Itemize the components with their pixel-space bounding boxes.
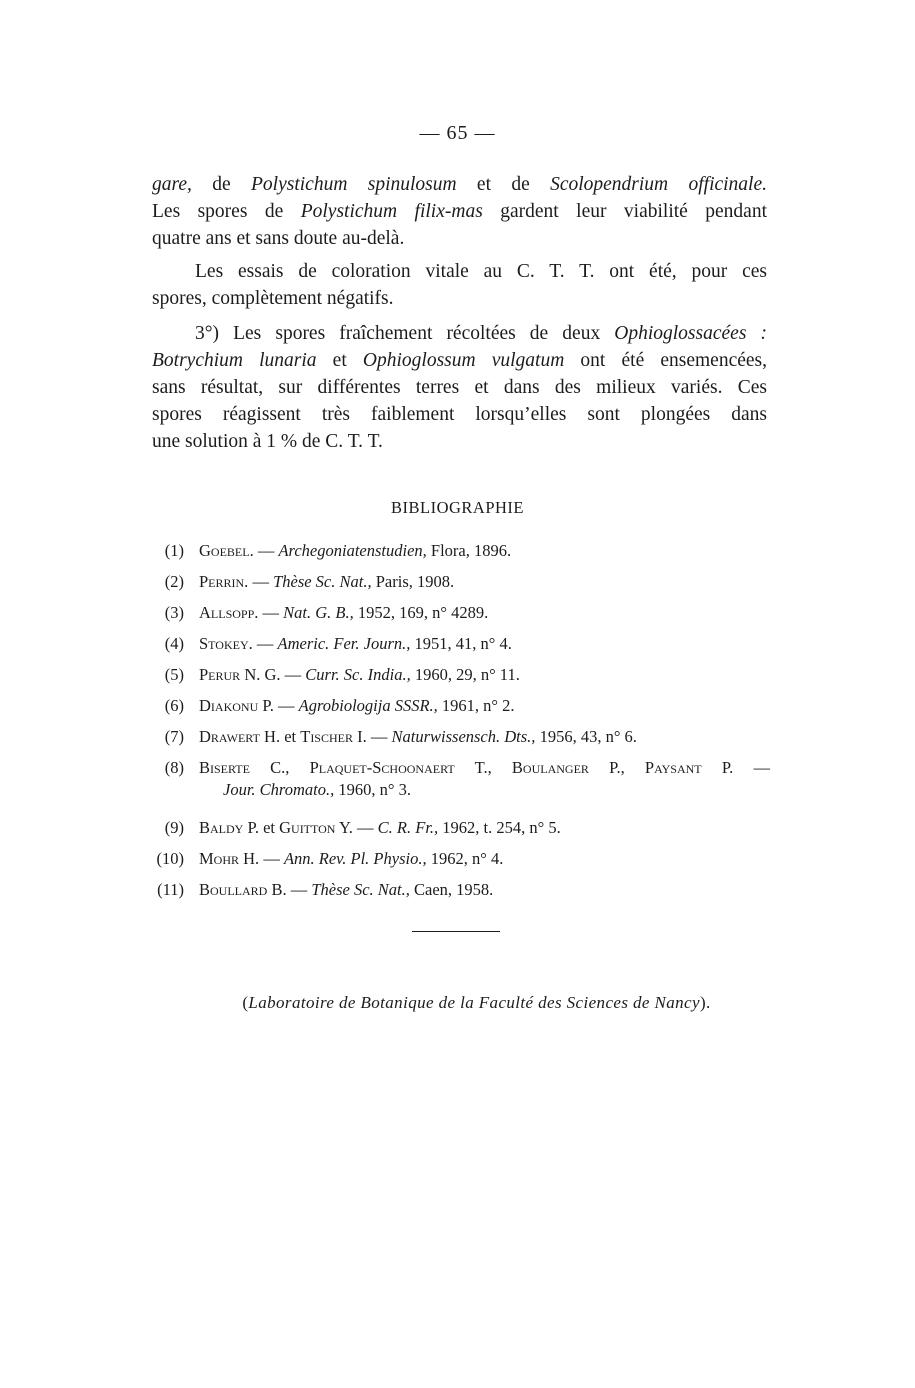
- reference-author: Perur: [199, 665, 241, 684]
- reference-author: Mohr: [199, 849, 240, 868]
- reference-title: Thèse Sc. Nat.,: [273, 572, 372, 591]
- reference-item: [140, 633, 770, 664]
- reference-item: [140, 817, 770, 848]
- text-run: ont été ensemencées,: [564, 350, 768, 371]
- reference-separator: —: [253, 541, 279, 560]
- reference-author-initials: I.: [353, 727, 367, 746]
- reference-number: (5): [164, 665, 184, 684]
- paragraph-2-line-1: Les essais de coloration vitale au C. T. T. ont été, pour ces: [195, 261, 767, 282]
- reference-text: [199, 602, 770, 624]
- section-divider: [412, 931, 500, 932]
- reference-separator: —: [248, 572, 274, 591]
- reference-details: Flora, 1896.: [426, 541, 512, 560]
- italic-term: gare,: [152, 174, 192, 195]
- reference-author-initials: P. —: [701, 758, 770, 777]
- reference-text: [199, 633, 770, 655]
- reference-author: Baldy: [199, 818, 244, 837]
- reference-continuation: [199, 779, 770, 801]
- reference-author-initials: C.,: [249, 758, 310, 777]
- reference-separator: —: [280, 665, 306, 684]
- reference-details: 1960, n° 3.: [334, 780, 411, 799]
- reference-separator: —: [286, 880, 312, 899]
- reference-details: 1952, 169, n° 4289.: [353, 603, 489, 622]
- reference-details: 1960, 29, n° 11.: [410, 665, 520, 684]
- reference-text: [199, 848, 770, 870]
- reference-item: [140, 602, 770, 633]
- reference-text: [199, 817, 770, 839]
- affiliation-text: Laboratoire de Botanique de la Faculté des Sciences de Nancy: [248, 993, 700, 1012]
- reference-title: Curr. Sc. India.,: [305, 665, 411, 684]
- reference-details: 1961, n° 2.: [437, 696, 515, 715]
- reference-number: (1): [164, 541, 184, 560]
- reference-title: Ann. Rev. Pl. Physio.,: [283, 849, 427, 868]
- paragraph-3-line-4: spores réagissent très faiblement lorsqu’elles sont plongées dans: [152, 404, 767, 425]
- reference-separator: —: [366, 727, 392, 746]
- text-run: de: [191, 174, 251, 195]
- reference-number: (4): [164, 634, 184, 653]
- affiliation-close: ).: [699, 993, 711, 1012]
- paragraph-2-line-2: spores, complètement négatifs.: [152, 288, 394, 309]
- reference-number: (3): [164, 603, 184, 622]
- reference-text: [199, 879, 770, 901]
- italic-term: Polystichum spinulosum: [251, 174, 457, 195]
- reference-text: [199, 695, 770, 717]
- reference-details: 1956, 43, n° 6.: [535, 727, 637, 746]
- reference-text: [199, 757, 770, 801]
- reference-author: Plaquet-Schoonaert: [309, 758, 455, 777]
- paragraph-3: [152, 320, 767, 455]
- reference-author: Guitton: [279, 818, 336, 837]
- reference-author-initials: N. G.: [240, 665, 281, 684]
- text-run: gardent leur viabilité pendant: [482, 201, 768, 222]
- reference-number: (10): [156, 849, 184, 868]
- bibliography-heading: BIBLIOGRAPHIE: [391, 498, 524, 517]
- reference-number: (9): [164, 818, 184, 837]
- reference-details: 1962, n° 4.: [426, 849, 504, 868]
- reference-number: (8): [164, 758, 184, 777]
- paragraph-3-line-3: sans résultat, sur différentes terres et dans des milieux variés. Ces: [152, 377, 767, 398]
- reference-author-initials: P.: [258, 696, 274, 715]
- reference-details: 1962, t. 254, n° 5.: [438, 818, 561, 837]
- reference-separator: —: [252, 634, 278, 653]
- reference-author: Boulanger: [511, 758, 589, 777]
- reference-author: Diakonu: [199, 696, 259, 715]
- bibliography-list: [140, 540, 770, 910]
- reference-title: Jour. Chromato.,: [223, 780, 335, 799]
- reference-item: [140, 848, 770, 879]
- paragraph-3-line-1: [152, 320, 767, 347]
- reference-title: Agrobiologija SSSR.,: [298, 696, 438, 715]
- reference-author: Paysant: [644, 758, 702, 777]
- reference-item: [140, 540, 770, 571]
- reference-title: Naturwissensch. Dts.,: [391, 727, 536, 746]
- italic-term: Polystichum filix-mas: [300, 201, 483, 222]
- reference-author-initials: B.: [267, 880, 287, 899]
- reference-separator: —: [259, 849, 284, 868]
- reference-item: [140, 879, 770, 910]
- reference-author: Biserte: [199, 758, 250, 777]
- affiliation-open: (: [242, 993, 249, 1012]
- reference-item: [140, 757, 770, 817]
- reference-author-initials: H. et: [259, 727, 301, 746]
- reference-text: [199, 571, 770, 593]
- paragraph-3-line-2: [152, 347, 767, 374]
- text-run: 3°) Les spores fraîchement récoltées de deux: [195, 323, 615, 344]
- italic-term: Scolopendrium officinale.: [550, 174, 768, 195]
- reference-number: (2): [164, 572, 184, 591]
- reference-title: C. R. Fr.,: [377, 818, 439, 837]
- reference-title: Americ. Fer. Journ.,: [277, 634, 411, 653]
- paragraph-1-line-3: quatre ans et sans doute au-delà.: [152, 228, 405, 249]
- reference-text: [199, 540, 770, 562]
- reference-author: Goebel.: [199, 541, 254, 560]
- reference-author: Boullard: [199, 880, 268, 899]
- reference-separator: —: [258, 603, 284, 622]
- reference-author: Tischer: [300, 727, 353, 746]
- reference-text: [199, 664, 770, 686]
- reference-item: [140, 695, 770, 726]
- text-run: et de: [456, 174, 551, 195]
- reference-item: [140, 726, 770, 757]
- reference-details: Caen, 1958.: [409, 880, 494, 899]
- reference-author-initials: P.,: [588, 758, 645, 777]
- reference-title: Nat. G. B.,: [283, 603, 354, 622]
- reference-separator: —: [273, 696, 299, 715]
- reference-author-initials: T.,: [454, 758, 512, 777]
- paragraph-1: [152, 171, 767, 252]
- reference-number: (7): [164, 727, 184, 746]
- text-run: et: [316, 350, 363, 371]
- italic-term: Botrychium lunaria: [152, 350, 317, 371]
- reference-title: Thèse Sc. Nat.,: [311, 880, 410, 899]
- reference-details: Paris, 1908.: [371, 572, 455, 591]
- reference-separator: —: [352, 818, 378, 837]
- paragraph-1-line-2: [152, 198, 767, 225]
- italic-term: Ophioglossacées :: [614, 323, 767, 344]
- paragraph-1-line-1: [152, 171, 767, 198]
- reference-authors-line: [199, 757, 770, 779]
- reference-author-initials: H.: [239, 849, 260, 868]
- reference-author: Drawert: [199, 727, 260, 746]
- reference-item: [140, 664, 770, 695]
- italic-term: Ophioglossum vulgatum: [362, 350, 565, 371]
- reference-author-initials: Y.: [335, 818, 353, 837]
- reference-item: [140, 571, 770, 602]
- text-run: Les spores de: [152, 201, 301, 222]
- reference-author: Stokey.: [199, 634, 253, 653]
- reference-number: (11): [157, 880, 184, 899]
- page-number: — 65 —: [419, 122, 496, 144]
- reference-number: (6): [164, 696, 184, 715]
- reference-title: Archegoniatenstudien,: [278, 541, 427, 560]
- paragraph-2: [152, 258, 767, 312]
- reference-author: Perrin.: [199, 572, 249, 591]
- reference-details: 1951, 41, n° 4.: [410, 634, 512, 653]
- paragraph-3-line-5: une solution à 1 % de C. T. T.: [152, 431, 383, 452]
- reference-author: Allsopp.: [199, 603, 259, 622]
- reference-text: [199, 726, 770, 748]
- laboratory-affiliation: [0, 993, 915, 1013]
- reference-author-initials: P. et: [243, 818, 280, 837]
